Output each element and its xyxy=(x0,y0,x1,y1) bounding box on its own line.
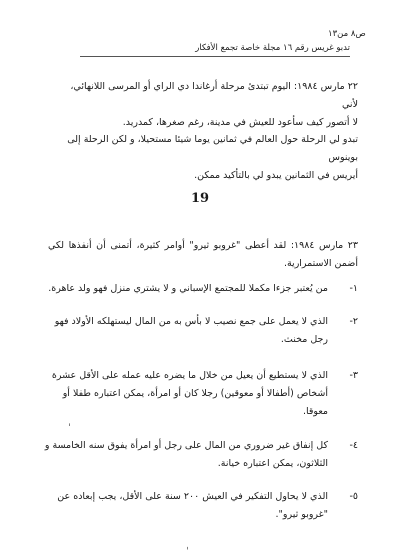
list-item-line: كل إنفاق غير ضروري من المال على رجل أو امرأة يفوق سنه الخامسة و xyxy=(44,440,328,451)
list-item-line: معوقا. xyxy=(302,406,328,417)
paragraph-line: تبدو لي الرحلة حول العالم في ثمانين يوما شيئا مستحيلا، و لكن الرحلة إلى بوينوس xyxy=(67,134,358,163)
list-item-2 xyxy=(38,313,358,349)
list-item-1 xyxy=(38,280,358,298)
list-item-number: ١- xyxy=(349,283,358,294)
list-item-line: الذي لا يستطيع أن يعيل من خلال ما يضره عليه عمله على الأقل عشرة xyxy=(51,370,328,381)
paragraph-line: لا أتصور كيف سأعود للعيش في مدينة، رغم صغرها، كمدريد. xyxy=(122,117,358,128)
paragraph-line: أضمن الاستمرارية. xyxy=(283,258,358,269)
list-item-line: الذي لا يحاول التفكير في العيش ٢٠٠ سنة على الأقل، يجب إبعاده عن xyxy=(57,491,328,502)
list-item-number: ٣- xyxy=(349,370,358,381)
running-head: تدبو غريس رقم ١٦ مجلة خاصة تجمع الأفكار xyxy=(195,43,350,53)
paragraph-line: أيريس في الثمانين يبدو لي بالتأكيد ممكن. xyxy=(194,170,358,181)
paragraph-march-22 xyxy=(58,78,358,132)
list-item-number: ٢- xyxy=(349,316,358,327)
stray-mark: ˌ xyxy=(186,540,189,551)
list-item-number: ٥- xyxy=(349,491,358,502)
paragraph-march-23 xyxy=(48,237,358,273)
list-item-3 xyxy=(38,367,358,421)
page-number: ص٨ من١٣ xyxy=(328,29,366,39)
list-item-line: أشخاص (أطفالا أو معوقين) رجلا كان أو امرأة، يمكن اعتباره طفلا أو xyxy=(62,388,328,399)
chapter-number: 19 xyxy=(190,191,210,206)
list-item-number: ٤- xyxy=(349,440,358,451)
list-item-4 xyxy=(38,437,358,473)
list-item-line: "غروبو ثيرو". xyxy=(275,509,328,520)
list-item-line: رجل مخنث. xyxy=(280,334,328,345)
list-item-5 xyxy=(38,488,358,524)
list-item-line: الذي لا يعمل على جمع نصيب لا بأس به من المال ليستهلكه الأولاد فهو xyxy=(54,316,328,327)
list-item-line: الثلاثون، يمكن اعتباره خيانة. xyxy=(217,458,328,469)
paragraph-line: ٢٣ مارس ١٩٨٤: لقد أعطى "غروبو ثيرو" أوامر كثيرة، أتمنى أن أنفذها لكي xyxy=(48,240,358,251)
paragraph-world-trip xyxy=(58,131,358,185)
paragraph-line: ٢٢ مارس ١٩٨٤: اليوم تبتدئ مرحلة أرغاندا دي الراي أو المرسى اللانهائي، لأني xyxy=(70,81,358,110)
list-item-line: من يُعتبر جزءا مكملا للمجتمع الإسباني و لا يشتري منزل فهو ولد عاهرة. xyxy=(48,283,328,294)
header-rule xyxy=(80,56,350,57)
stray-mark: ˈ xyxy=(68,423,71,434)
